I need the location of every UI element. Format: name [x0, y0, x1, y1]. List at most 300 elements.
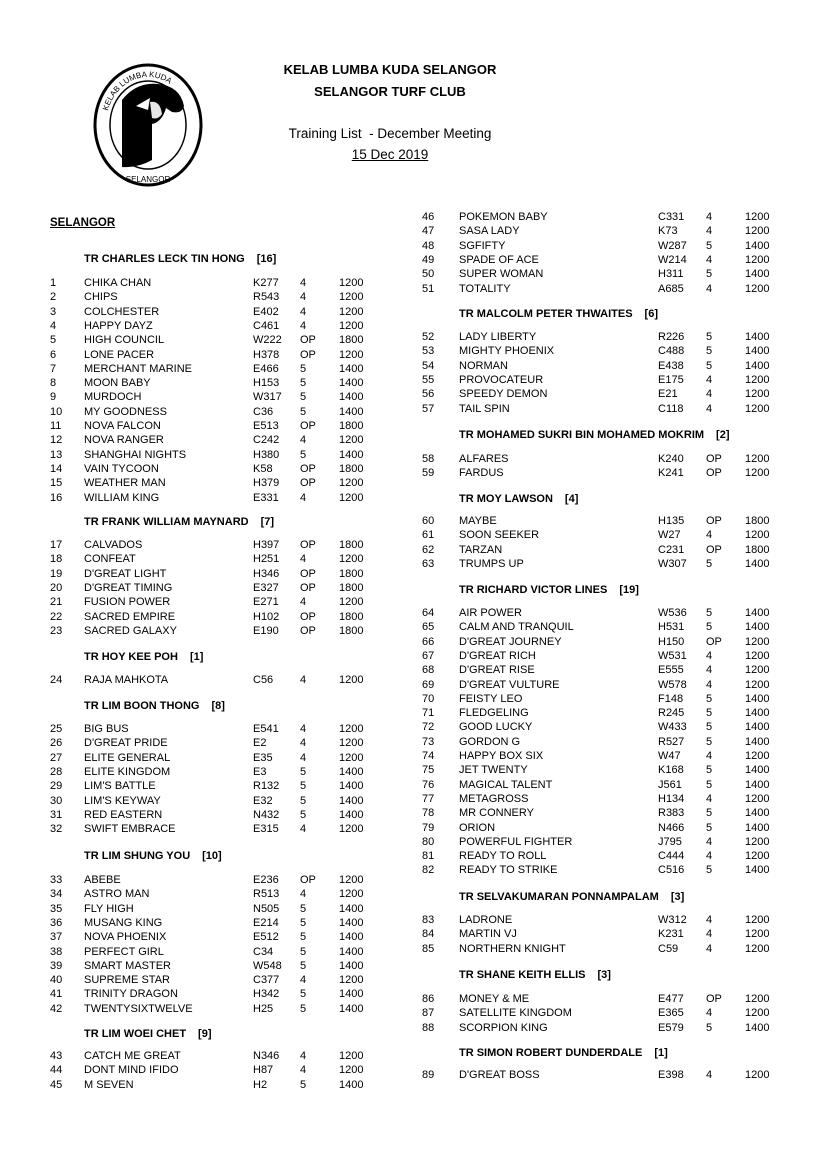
- horse-name: POWERFUL FIGHTER: [459, 835, 573, 848]
- horse-distance: 1400: [745, 239, 770, 252]
- horse-class: 5: [706, 331, 713, 343]
- horse-distance: 1400: [339, 448, 364, 461]
- horse-class: 4: [300, 596, 307, 609]
- horse-code: W317: [253, 391, 282, 404]
- horse-distance: 1400: [339, 959, 364, 972]
- horse-name: FEISTY LEO: [459, 692, 523, 705]
- horse-number: 78: [422, 807, 435, 820]
- horse-distance: 1400: [339, 916, 364, 929]
- horse-distance: 1400: [339, 1078, 364, 1091]
- horse-distance: 1200: [339, 723, 364, 735]
- horse-code: E21: [658, 388, 678, 401]
- horse-distance: 1400: [745, 268, 770, 281]
- trainer-horse-count: [2]: [716, 429, 730, 441]
- horse-number: 2: [50, 291, 57, 304]
- horse-name: FARDUS: [459, 467, 504, 480]
- horse-distance: 1200: [339, 491, 364, 504]
- trainer-horse-count: [6]: [644, 308, 658, 320]
- horse-name: D'GREAT BOSS: [459, 1069, 540, 1081]
- horse-number: 84: [422, 928, 435, 941]
- trainer-name: TR SELVAKUMARAN PONNAMPALAM: [459, 891, 659, 903]
- horse-number: 1: [50, 277, 57, 289]
- horse-code: K277: [253, 277, 279, 289]
- trainer-horse-count: [9]: [198, 1028, 212, 1040]
- horse-class: 4: [706, 388, 713, 401]
- horse-distance: 1800: [339, 462, 364, 475]
- horse-number: 87: [422, 1007, 435, 1020]
- horse-code: W222: [253, 334, 282, 347]
- horse-class: 5: [300, 391, 307, 404]
- horse-number: 82: [422, 864, 435, 877]
- trainer-horse-count: [8]: [211, 700, 225, 712]
- horse-code: H251: [253, 553, 280, 566]
- horse-code: E438: [658, 359, 684, 372]
- horse-code: E315: [253, 823, 279, 836]
- horse-name: WILLIAM KING: [84, 491, 160, 504]
- horse-distance: 1200: [339, 737, 364, 750]
- horse-class: 5: [300, 448, 307, 461]
- document-subtitle: Training List - December Meeting: [288, 126, 492, 141]
- horse-number: 42: [50, 1002, 63, 1015]
- trainer-name: TR FRANK WILLIAM MAYNARD: [84, 516, 249, 528]
- club-logo: [92, 62, 204, 188]
- horse-distance: 1800: [745, 515, 770, 527]
- horse-distance: 1200: [339, 874, 364, 886]
- horse-name: COLCHESTER: [84, 305, 160, 318]
- horse-distance: 1200: [339, 823, 364, 836]
- horse-name: READY TO ROLL: [459, 850, 547, 863]
- horse-distance: 1800: [339, 581, 364, 594]
- horse-number: 85: [422, 942, 435, 955]
- trainer-name: TR SIMON ROBERT DUNDERDALE: [459, 1047, 643, 1059]
- horse-class: 5: [300, 945, 307, 958]
- horse-code: E541: [253, 723, 279, 735]
- horse-name: CONFEAT: [84, 553, 136, 566]
- horse-class: 5: [706, 557, 713, 570]
- horse-number: 51: [422, 282, 435, 295]
- horse-distance: 1200: [339, 477, 364, 490]
- horse-number: 11: [50, 420, 62, 432]
- horse-name: MUSANG KING: [84, 916, 163, 929]
- horse-code: J795: [658, 835, 682, 848]
- horse-name: ORION: [459, 821, 496, 834]
- horse-distance: 1400: [339, 391, 364, 404]
- horse-name: MY GOODNESS: [84, 405, 167, 418]
- trainer-horse-count: [3]: [670, 891, 685, 903]
- horse-class: 4: [300, 277, 307, 289]
- horse-name: HIGH COUNCIL: [84, 334, 165, 347]
- horse-code: H2: [253, 1078, 268, 1091]
- horse-distance: 1400: [745, 764, 770, 777]
- horse-number: 68: [422, 664, 435, 677]
- horse-number: 81: [422, 850, 435, 863]
- horse-class: 5: [706, 721, 713, 734]
- horse-code: F148: [658, 692, 684, 705]
- horse-code: E271: [253, 596, 279, 609]
- horse-distance: 1200: [339, 596, 364, 609]
- trainer-name: TR SHANE KEITH ELLIS: [459, 969, 586, 981]
- horse-distance: 1200: [745, 993, 770, 1005]
- horse-number: 7: [50, 362, 57, 375]
- horse-name: CALM AND TRANQUIL: [459, 621, 574, 634]
- horse-name: TRINITY DRAGON: [84, 988, 178, 1001]
- horse-distance: 1400: [745, 359, 770, 372]
- trainer-heading: [84, 651, 203, 663]
- horse-number: 75: [422, 764, 435, 777]
- horse-code: E236: [253, 874, 279, 886]
- horse-code: H150: [658, 635, 685, 648]
- trainer-name: TR LIM WOEI CHET: [84, 1028, 187, 1040]
- horse-class: OP: [706, 635, 722, 648]
- horse-class: 5: [300, 1078, 307, 1091]
- horse-class: 5: [300, 1002, 307, 1015]
- horse-code: E512: [253, 931, 279, 944]
- horse-code: C118: [658, 402, 684, 415]
- horse-name: ALFARES: [459, 453, 509, 465]
- horse-number: 43: [50, 1050, 63, 1062]
- horse-distance: 1200: [339, 1064, 364, 1077]
- horse-number: 60: [422, 515, 435, 527]
- horse-name: PERFECT GIRL: [84, 945, 164, 958]
- horse-name: DONT MIND IFIDO: [84, 1064, 179, 1077]
- club-name-malay: KELAB LUMBA KUDA SELANGOR: [283, 62, 497, 77]
- horse-name: LONE PACER: [84, 348, 155, 361]
- horse-distance: 1200: [745, 649, 770, 662]
- horse-class: 5: [300, 794, 307, 807]
- horse-class: 4: [300, 723, 307, 735]
- horse-class: 5: [300, 765, 307, 778]
- horse-class: 4: [706, 835, 713, 848]
- horse-code: W536: [658, 607, 687, 619]
- horse-name: D'GREAT RICH: [459, 649, 536, 662]
- horse-number: 66: [422, 635, 435, 648]
- horse-number: 54: [422, 359, 435, 372]
- horse-distance: 1400: [745, 707, 770, 720]
- horse-code: N346: [253, 1050, 280, 1062]
- horse-code: W27: [658, 529, 681, 542]
- horse-number: 28: [50, 765, 63, 778]
- trainer-horse-count: [1]: [654, 1047, 668, 1059]
- horse-code: R543: [253, 291, 280, 304]
- trainer-name: TR RICHARD VICTOR LINES: [459, 584, 608, 596]
- horse-class: 5: [706, 1021, 713, 1034]
- horse-number: 34: [50, 888, 63, 901]
- horse-name: MERCHANT MARINE: [84, 362, 192, 375]
- horse-class: OP: [300, 610, 316, 623]
- horse-class: 4: [300, 434, 307, 447]
- horse-distance: 1200: [339, 277, 364, 289]
- horse-name: SUPREME STAR: [84, 974, 170, 987]
- horse-name: NORMAN: [459, 359, 508, 372]
- horse-distance: 1200: [745, 453, 770, 465]
- horse-distance: 1400: [339, 765, 364, 778]
- horse-code: K240: [658, 453, 684, 465]
- horse-distance: 1800: [339, 624, 364, 637]
- horse-number: 22: [50, 610, 63, 623]
- horse-name: M SEVEN: [84, 1078, 134, 1091]
- horse-name: BIG BUS: [84, 723, 129, 735]
- horse-number: 76: [422, 778, 435, 791]
- horse-number: 46: [422, 211, 435, 223]
- horse-code: E331: [253, 491, 279, 504]
- horse-code: H397: [253, 539, 280, 551]
- horse-class: 4: [706, 928, 713, 941]
- horse-class: 5: [706, 735, 713, 748]
- horse-distance: 1200: [339, 553, 364, 566]
- horse-code: N432: [253, 808, 280, 821]
- horse-class: 4: [706, 1069, 713, 1081]
- horse-code: K231: [658, 928, 684, 941]
- horse-name: RAJA MAHKOTA: [84, 674, 169, 686]
- horse-distance: 1800: [339, 420, 364, 432]
- horse-name: FLY HIGH: [84, 902, 134, 915]
- horse-name: LADRONE: [459, 914, 513, 926]
- horse-code: R513: [253, 888, 280, 901]
- horse-number: 17: [50, 539, 63, 551]
- horse-name: METAGROSS: [459, 792, 529, 805]
- horse-code: H342: [253, 988, 280, 1001]
- horse-number: 41: [50, 988, 63, 1001]
- horse-distance: 1400: [339, 808, 364, 821]
- horse-number: 18: [50, 553, 63, 566]
- horse-code: E3: [253, 765, 267, 778]
- trainer-horse-count: [1]: [189, 651, 204, 663]
- horse-name: MIGHTY PHOENIX: [459, 345, 555, 358]
- horse-number: 73: [422, 735, 435, 748]
- horse-number: 12: [50, 434, 63, 447]
- horse-code: R132: [253, 780, 280, 793]
- horse-number: 62: [422, 543, 435, 556]
- horse-class: 4: [706, 225, 713, 238]
- trainer-horse-count: [16]: [256, 253, 277, 265]
- horse-class: OP: [706, 993, 722, 1005]
- horse-number: 50: [422, 268, 435, 281]
- horse-class: 5: [706, 764, 713, 777]
- horse-number: 63: [422, 557, 435, 570]
- horse-code: E579: [658, 1021, 684, 1034]
- horse-distance: 1400: [745, 621, 770, 634]
- horse-class: OP: [300, 567, 316, 580]
- horse-code: R226: [658, 331, 685, 343]
- horse-class: 5: [300, 988, 307, 1001]
- horse-name: ELITE GENERAL: [84, 751, 171, 764]
- horse-class: 5: [706, 359, 713, 372]
- trainer-heading: [459, 493, 578, 505]
- horse-name: MAYBE: [459, 515, 497, 527]
- horse-class: 5: [706, 692, 713, 705]
- horse-class: 5: [300, 405, 307, 418]
- horse-class: OP: [300, 334, 316, 347]
- horse-number: 25: [50, 723, 63, 735]
- horse-class: 5: [300, 377, 307, 390]
- horse-name: D'GREAT TIMING: [84, 581, 173, 594]
- horse-distance: 1200: [339, 1050, 364, 1062]
- horse-class: OP: [706, 543, 722, 556]
- horse-code: H531: [658, 621, 685, 634]
- horse-number: 69: [422, 678, 435, 691]
- horse-number: 14: [50, 462, 63, 475]
- trainer-heading: [84, 700, 225, 712]
- horse-class: 4: [706, 850, 713, 863]
- horse-class: OP: [300, 420, 316, 432]
- trainer-horse-count: [10]: [202, 850, 222, 862]
- horse-number: 45: [50, 1078, 63, 1091]
- horse-code: C377: [253, 974, 280, 987]
- horse-class: OP: [300, 581, 316, 594]
- horse-number: 3: [50, 305, 57, 318]
- horse-distance: 1200: [745, 225, 770, 238]
- horse-class: 4: [300, 305, 307, 318]
- horse-name: SHANGHAI NIGHTS: [84, 448, 187, 461]
- horse-name: GORDON G: [459, 735, 521, 748]
- horse-name: TWENTYSIXTWELVE: [84, 1002, 193, 1015]
- horse-distance: 1200: [339, 291, 364, 304]
- horse-class: OP: [300, 462, 316, 475]
- horse-number: 67: [422, 649, 435, 662]
- horse-class: 4: [300, 1064, 307, 1077]
- horse-name: FUSION POWER: [84, 596, 171, 609]
- horse-code: E365: [658, 1007, 684, 1020]
- horse-distance: 1200: [745, 792, 770, 805]
- horse-class: 5: [300, 362, 307, 375]
- horse-number: 19: [50, 567, 63, 580]
- horse-distance: 1400: [339, 405, 364, 418]
- horse-name: SPADE OF ACE: [459, 253, 539, 266]
- horse-name: PROVOCATEUR: [459, 373, 544, 386]
- horse-class: 4: [706, 1007, 713, 1020]
- horse-code: E327: [253, 581, 279, 594]
- horse-code: C231: [658, 543, 685, 556]
- horse-distance: 1200: [339, 434, 364, 447]
- horse-class: 4: [706, 402, 713, 415]
- horse-number: 77: [422, 792, 435, 805]
- horse-class: 5: [706, 707, 713, 720]
- horse-distance: 1200: [745, 1069, 770, 1081]
- horse-distance: 1200: [745, 664, 770, 677]
- horse-number: 36: [50, 916, 63, 929]
- trainer-heading: [459, 969, 611, 981]
- horse-number: 48: [422, 239, 435, 252]
- horse-number: 44: [50, 1064, 63, 1077]
- horse-number: 27: [50, 751, 63, 764]
- trainer-name: TR MOY LAWSON: [459, 493, 553, 505]
- horse-code: K73: [658, 225, 678, 238]
- horse-number: 4: [50, 319, 57, 332]
- horse-name: MAGICAL TALENT: [459, 778, 553, 791]
- horse-name: D'GREAT LIGHT: [84, 567, 167, 580]
- horse-name: NOVA RANGER: [84, 434, 164, 447]
- horse-distance: 1200: [339, 974, 364, 987]
- horse-distance: 1400: [339, 988, 364, 1001]
- horse-distance: 1200: [745, 388, 770, 401]
- horse-distance: 1200: [339, 348, 364, 361]
- horse-number: 49: [422, 253, 435, 266]
- region-heading: SELANGOR: [50, 217, 116, 229]
- horse-code: K58: [253, 462, 273, 475]
- horse-distance: 1200: [339, 888, 364, 901]
- horse-number: 83: [422, 914, 435, 926]
- horse-distance: 1400: [339, 1002, 364, 1015]
- horse-distance: 1400: [339, 377, 364, 390]
- horse-code: C242: [253, 434, 280, 447]
- horse-number: 35: [50, 902, 63, 915]
- horse-class: 4: [300, 319, 307, 332]
- horse-name: CHIKA CHAN: [84, 277, 152, 289]
- trainer-name: TR MOHAMED SUKRI BIN MOHAMED MOKRIM: [459, 429, 705, 441]
- horse-number: 32: [50, 823, 63, 836]
- document-date: 15 Dec 2019: [351, 147, 429, 162]
- horse-class: 5: [706, 807, 713, 820]
- horse-distance: 1800: [339, 539, 364, 551]
- horse-distance: 1400: [745, 1021, 770, 1034]
- horse-name: AIR POWER: [459, 607, 522, 619]
- horse-code: N466: [658, 821, 685, 834]
- horse-number: 88: [422, 1021, 435, 1034]
- horse-code: C34: [253, 945, 274, 958]
- horse-code: R527: [658, 735, 685, 748]
- trainer-heading: [459, 584, 639, 596]
- horse-code: W307: [658, 557, 687, 570]
- horse-class: 4: [300, 553, 307, 566]
- horse-number: 9: [50, 391, 57, 404]
- horse-distance: 1800: [339, 567, 364, 580]
- horse-name: LADY LIBERTY: [459, 331, 537, 343]
- trainer-heading: [84, 516, 274, 528]
- horse-code: W287: [658, 239, 687, 252]
- horse-class: 4: [300, 491, 307, 504]
- trainer-name: TR MALCOLM PETER THWAITES: [459, 308, 633, 320]
- horse-distance: 1200: [339, 751, 364, 764]
- horse-distance: 1400: [339, 780, 364, 793]
- horse-code: C59: [658, 942, 679, 955]
- horse-distance: 1200: [745, 467, 770, 480]
- horse-code: J561: [658, 778, 682, 791]
- horse-class: 5: [300, 808, 307, 821]
- horse-distance: 1800: [339, 610, 364, 623]
- horse-distance: 1200: [745, 850, 770, 863]
- horse-distance: 1800: [745, 543, 770, 556]
- horse-code: A685: [658, 282, 684, 295]
- horse-name: READY TO STRIKE: [459, 864, 558, 877]
- horse-distance: 1200: [745, 373, 770, 386]
- horse-code: C516: [658, 864, 685, 877]
- horse-name: LIM'S KEYWAY: [84, 794, 161, 807]
- horse-distance: 1200: [745, 529, 770, 542]
- horse-name: CHIPS: [84, 291, 118, 304]
- horse-distance: 1400: [745, 721, 770, 734]
- horse-name: WEATHER MAN: [84, 477, 166, 490]
- horse-code: E398: [658, 1069, 684, 1081]
- horse-distance: 1200: [745, 750, 770, 762]
- horse-distance: 1200: [745, 635, 770, 648]
- trainer-name: TR LIM SHUNG YOU: [84, 850, 191, 862]
- horse-class: 4: [300, 888, 307, 901]
- horse-name: D'GREAT PRIDE: [84, 737, 168, 750]
- horse-code: E477: [658, 993, 684, 1005]
- horse-distance: 1400: [745, 864, 770, 877]
- horse-number: 26: [50, 737, 63, 750]
- horse-class: OP: [300, 477, 316, 490]
- horse-distance: 1400: [745, 821, 770, 834]
- horse-number: 64: [422, 607, 435, 619]
- horse-class: OP: [706, 453, 722, 465]
- horse-number: 55: [422, 373, 435, 386]
- horse-distance: 1200: [745, 678, 770, 691]
- logo-text-top: KELAB LUMBA KUDA: [101, 69, 174, 112]
- horse-number: 21: [50, 596, 63, 609]
- horse-distance: 1400: [339, 794, 364, 807]
- horse-code: E214: [253, 916, 279, 929]
